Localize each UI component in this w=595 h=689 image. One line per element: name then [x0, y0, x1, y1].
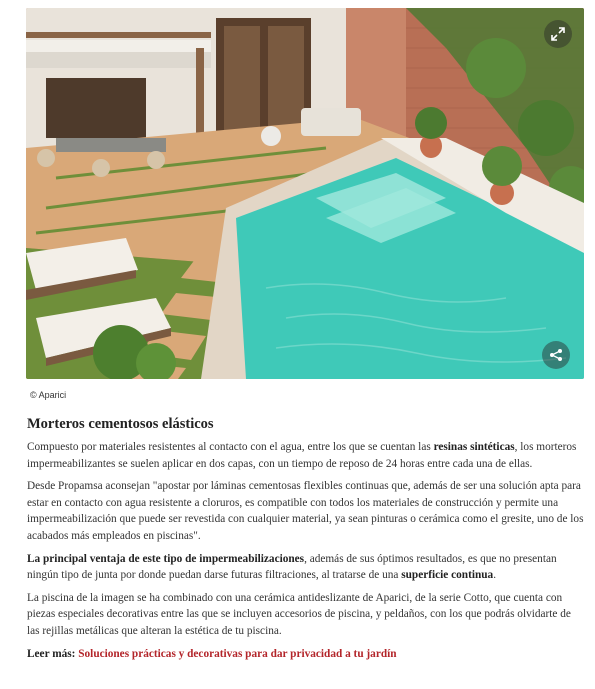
photo-credit: © Aparici [30, 390, 67, 400]
article-photo [26, 8, 584, 379]
p1-bold-1: resinas sintéticas [433, 441, 515, 453]
paragraph-4: La piscina de la imagen se ha combinado con una cerámica antideslizante de Aparici, de la serie Cotto, que cuenta con piezas especiales decorativas entre las que se incluyen accesorios de piscina, y peldaños, con los que podrás olvidarte de las rejillas metálicas que alteran la estética de tu piscina. [27, 591, 571, 637]
share-button[interactable] [542, 341, 570, 369]
expand-button[interactable] [544, 20, 572, 48]
p3-bold-1: La principal ventaja de este tipo de impermeabilizaciones [27, 552, 305, 565]
pool-garden-illustration [26, 8, 584, 379]
read-more [27, 646, 585, 662]
paragraph-3 [27, 551, 585, 584]
article-body [27, 416, 585, 662]
p3-text-1: , además de sus óptimos resultados, es que no presentan ningún tipo de junta por donde puedan darse futuras filtraciones, al tratarse de una [27, 552, 557, 582]
p1-text-1: Compuesto por materiales resistentes al contacto con el agua, entre los que se cuentan las [27, 441, 434, 453]
section-subhead: Morteros cementosos elásticos [27, 416, 214, 432]
paragraph-2: Desde Propamsa aconsejan "apostar por láminas cementosas flexibles continuas que, además de ser una solución apta para estar en contacto con agua resistente a cloruros, es compatible con todos los materiales de construcción y permite una impermeabilización que puede ser revestida con cualquier material, ya sean pinturas o cerámica como el gresite, uno de los acabados más empleados en piscinas". [27, 480, 584, 542]
read-more-label: Leer más: [27, 647, 76, 660]
p1-text-2: , los morteros impermeabilizantes se suelen aplicar en dos capas, con un tiempo de reposo de 24 horas entre cada una de ellas. [27, 441, 577, 470]
p3-text-2: . [493, 569, 497, 582]
share-icon [549, 348, 563, 362]
paragraph-1 [27, 439, 585, 472]
expand-icon [551, 27, 565, 41]
read-more-link[interactable]: Soluciones prácticas y decorativas para dar privacidad a tu jardín [78, 647, 397, 660]
p3-bold-2: superficie continua [401, 569, 494, 582]
